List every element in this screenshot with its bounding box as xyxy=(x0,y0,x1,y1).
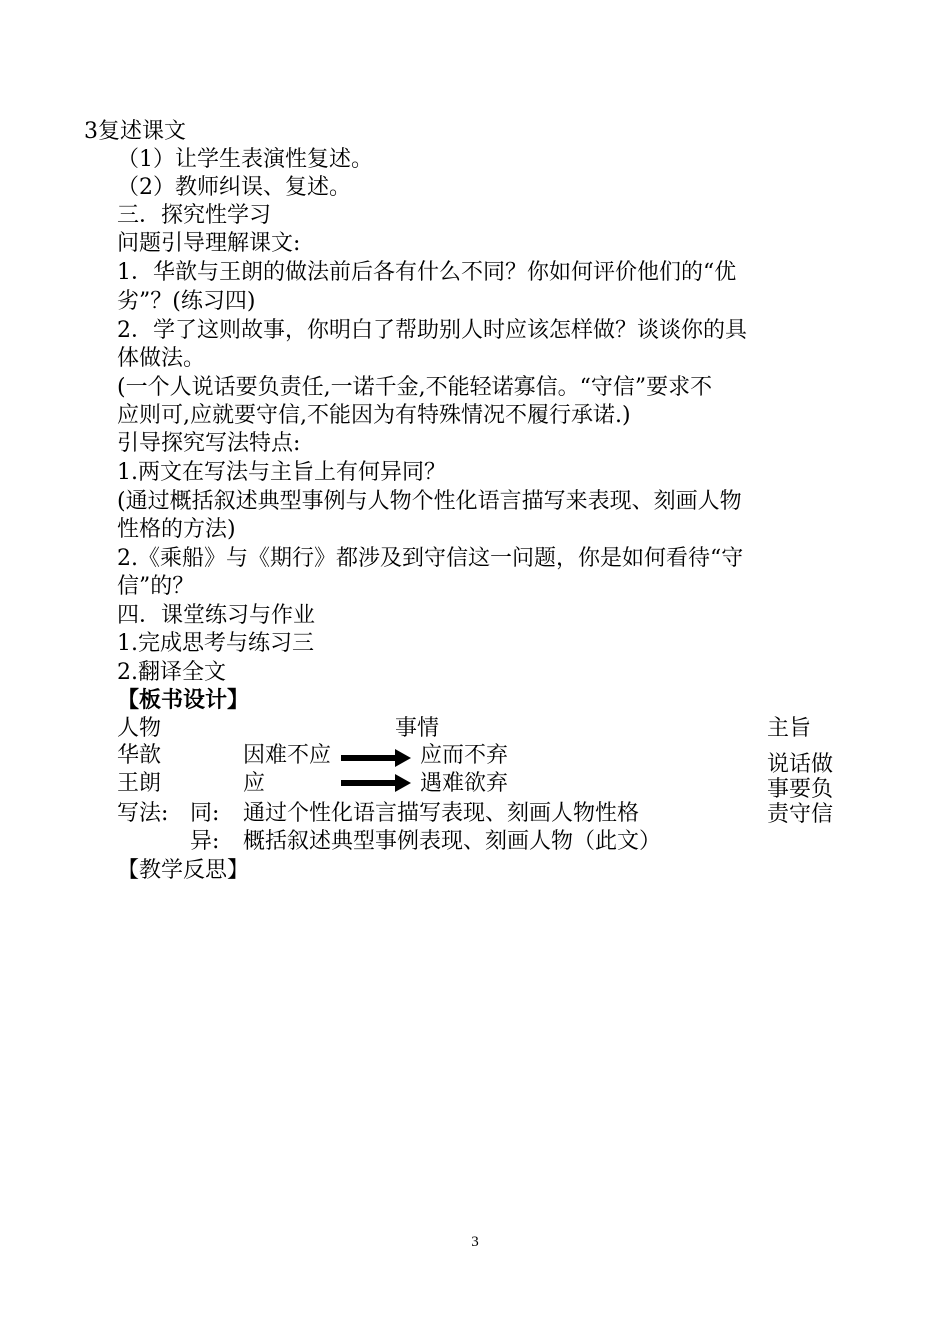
writing-question-2-line-2: 信”的？ xyxy=(117,574,195,599)
writing-answer-line-1: (通过概括叙述典型事例与人物个性化语言描写来表现、刻画人物 xyxy=(117,489,742,514)
answer-2-line-2: 应则可,应就要守信,不能因为有特殊情况不履行承诺.) xyxy=(117,403,631,428)
question-2-line-1: 2．学了这则故事，你明白了帮助别人时应该怎样做？谈谈你的具 xyxy=(117,318,747,343)
board-theme-line-1: 说话做 xyxy=(767,752,834,777)
board-method-label: 写法: xyxy=(117,801,169,826)
board-theme-line-3: 责守信 xyxy=(767,802,834,827)
writing-intro: 引导探究写法特点: xyxy=(117,431,301,456)
question-1-line-1: 1．华歆与王朗的做法前后各有什么不同？你如何评价他们的“优 xyxy=(117,260,737,285)
question-intro: 问题引导理解课文: xyxy=(117,231,301,256)
board-row1-arrow-icon xyxy=(341,748,413,768)
retell-step-1: （1）让学生表演性复述。 xyxy=(117,147,373,172)
board-diff-text: 概括叙述典型事例表现、刻画人物（此文） xyxy=(243,829,662,854)
writing-question-2-line-1: 2.《乘船》与《期行》都涉及到守信这一问题，你是如何看待“守 xyxy=(117,546,744,571)
board-theme-line-2: 事要负 xyxy=(767,777,834,802)
question-2-line-2: 体做法。 xyxy=(117,346,206,371)
board-row2-name: 王朗 xyxy=(117,771,162,796)
board-diff-label: 异: xyxy=(190,829,220,854)
writing-answer-line-2: 性格的方法) xyxy=(117,517,236,542)
board-row2-arrow-icon xyxy=(341,773,413,793)
answer-2-line-1: (一个人说话要负责任,一诺千金,不能轻诺寡信。“守信”要求不 xyxy=(117,375,713,400)
board-col-person: 人物 xyxy=(117,716,162,741)
teaching-reflection-title: 【教学反思】 xyxy=(117,858,250,883)
exercise-2: 2.翻译全文 xyxy=(117,660,226,685)
board-col-theme: 主旨 xyxy=(767,716,812,741)
board-row1-before: 因难不应 xyxy=(243,743,332,768)
board-same-text: 通过个性化语言描写表现、刻画人物性格 xyxy=(243,801,640,826)
board-row1-name: 华歆 xyxy=(117,743,162,768)
board-row1-after: 应而不弃 xyxy=(420,743,509,768)
board-col-event: 事情 xyxy=(395,716,440,741)
section-heading-4: 四．课堂练习与作业 xyxy=(117,603,316,628)
board-same-label: 同: xyxy=(190,801,220,826)
question-1-line-2: 劣”？(练习四) xyxy=(117,289,256,314)
exercise-1: 1.完成思考与练习三 xyxy=(117,631,314,656)
section-heading-3: 三．探究性学习 xyxy=(117,203,272,228)
section-retell: 3复述课文 xyxy=(84,119,186,144)
page-number: 3 xyxy=(471,1234,479,1250)
board-design-title: 【板书设计】 xyxy=(117,687,250,713)
writing-question-1: 1.两文在写法与主旨上有何异同？ xyxy=(117,460,446,485)
retell-step-2: （2）教师纠误、复述。 xyxy=(117,175,351,200)
board-row2-after: 遇难欲弃 xyxy=(420,771,509,796)
board-row2-before: 应 xyxy=(243,771,266,796)
